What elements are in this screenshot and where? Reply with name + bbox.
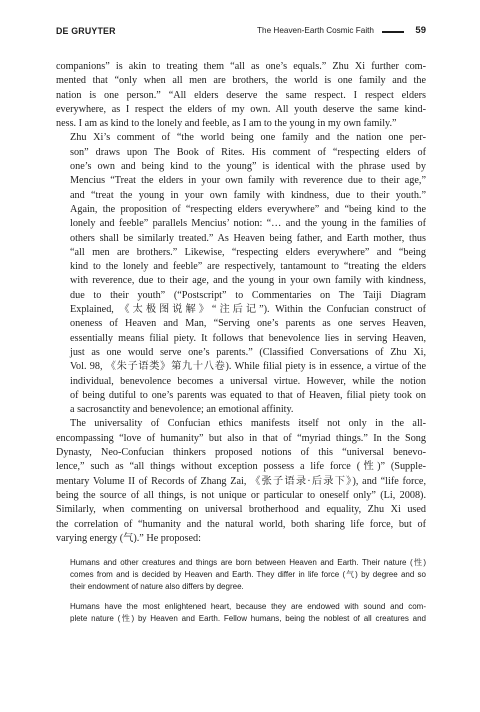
text-line: just as one would serve one’s parents.” (Classified Conversations of Zhu Xi, [70,346,426,358]
text-line: the correlation of “humanity and the natural world, both sharing life force, but of [56,518,426,530]
text-line: “all men are brothers.” Likewise, “respecting elders everywhere” and “being [70,246,426,258]
text-line: oneness of Heaven and Man, “Serving one’s parents as one serves Heaven, [70,318,426,330]
text-line: individual, benevolence becomes a universal virtue. However, while the notion [70,375,426,387]
text-line: lence,” such as “all things without exception possess a life force (性)” (Supple- [56,461,426,473]
text-line: Mencius “Treat the elders in your own family with reverence due to their age,” [70,175,426,187]
text-line: with reverence, due to their age, and the young in your own family with kindness, [70,275,426,287]
page-header [56,26,426,40]
text-line: essentially means filial piety. It follows that benevolence lies in serving Heaven, [70,332,426,344]
text-line: Zhu Xi’s comment of “the world being one family and the nation one per- [70,132,426,144]
paragraph-1 [56,60,426,131]
text-line: Explained, 《太极图说解》“注后记”). Within the Confucian construct of [70,304,426,316]
text-line: of being dutiful to one’s parents was equated to that of Heaven, filial piety took on [70,389,426,401]
quote-line: plete nature (性) by Heaven and Earth. Fellow humans, being the noblest of all creatures and [70,614,426,624]
block-quote [70,557,426,634]
text-line: kind to the lonely and feeble” are respectively, tantamount to “treating the elders [70,261,426,273]
text-line: one’s own and being kind to the young” is identical with the phrase used by [70,161,426,173]
quote-paragraph-2 [70,601,426,625]
text-line: a sacrosanctity and benevolence; an emotional affinity. [70,404,294,416]
text-line: encompassing “love of humanity” but also in that of “myriad things.” In the Song [56,432,426,444]
text-line: Again, the proposition of “respecting elders everywhere” and “being kind to the [70,203,426,215]
quote-line: their endowment of nature also differs by degree. [70,581,244,591]
text-line: nation is one person.” “All elders deserve the same respect. I respect elders [56,89,426,101]
text-line: lonely and feeble” parallels Mencius’ notion: “… and the young in the families of [70,218,426,230]
text-line: everywhere, as I respect the elders of my own. All youth deserve the same kind- [56,103,426,115]
paragraph-2 [56,131,426,417]
text-line: due to their youth” (“Postscript” to Commentaries on The Taiji Diagram [70,289,426,301]
running-title: The Heaven-Earth Cosmic Faith [257,26,374,35]
text-line: mented that “only when all men are brothers, the world is one family and the [56,75,426,87]
text-line: others shall be similarly treated.” As Heaven being father, and Earth mother, thus [70,232,426,244]
text-line: companions” is akin to treating them “all as one’s equals.” Zhu Xi further com- [56,61,426,72]
text-line: and “treat the young in your own family with kindness, due to their youth.” [70,189,426,201]
text-line: varying energy (气).” He proposed: [56,532,201,544]
text-line: mentary Volume II of Records of Zhang Zai, 《张子语录·后录下》), and “life force, [56,475,426,487]
quote-line: comes from and is decided by Heaven and Earth. They differ in life force (气) by degree and so [70,569,426,579]
body-text [56,60,426,546]
text-line: ness. I am as kind to the lonely and feeble, as I am to the young in my own family.” [56,118,397,130]
text-line: being the source of all things, is not unique or particular to oneself only” (Li, 2008). [56,489,426,501]
text-line: Similarly, when commenting on universal brotherhood and equality, Zhu Xi used [56,504,426,516]
text-line: Dynasty, Neo-Confucian thinkers proposed notions of this “universal benevo- [56,447,426,459]
page-number: 59 [415,25,426,36]
text-line: Vol. 98, 《朱子语类》第九十八卷). While filial piety is in essence, a virtue of the [70,361,426,373]
text-line: son” draws upon The Book of Rites. His comment of “respecting elders of [70,146,426,158]
quote-line: Humans have the most enlightened heart, because they are endowed with sound and com- [70,602,426,612]
header-rule [382,31,404,33]
text-line: The universality of Confucian ethics manifests itself not only in the all- [70,418,426,430]
quote-line: Humans and other creatures and things are born between Heaven and Earth. Their nature (性) [70,558,426,567]
quote-paragraph-1 [70,557,426,592]
paragraph-3 [56,417,426,546]
publisher-name: DE GRUYTER [56,26,116,36]
